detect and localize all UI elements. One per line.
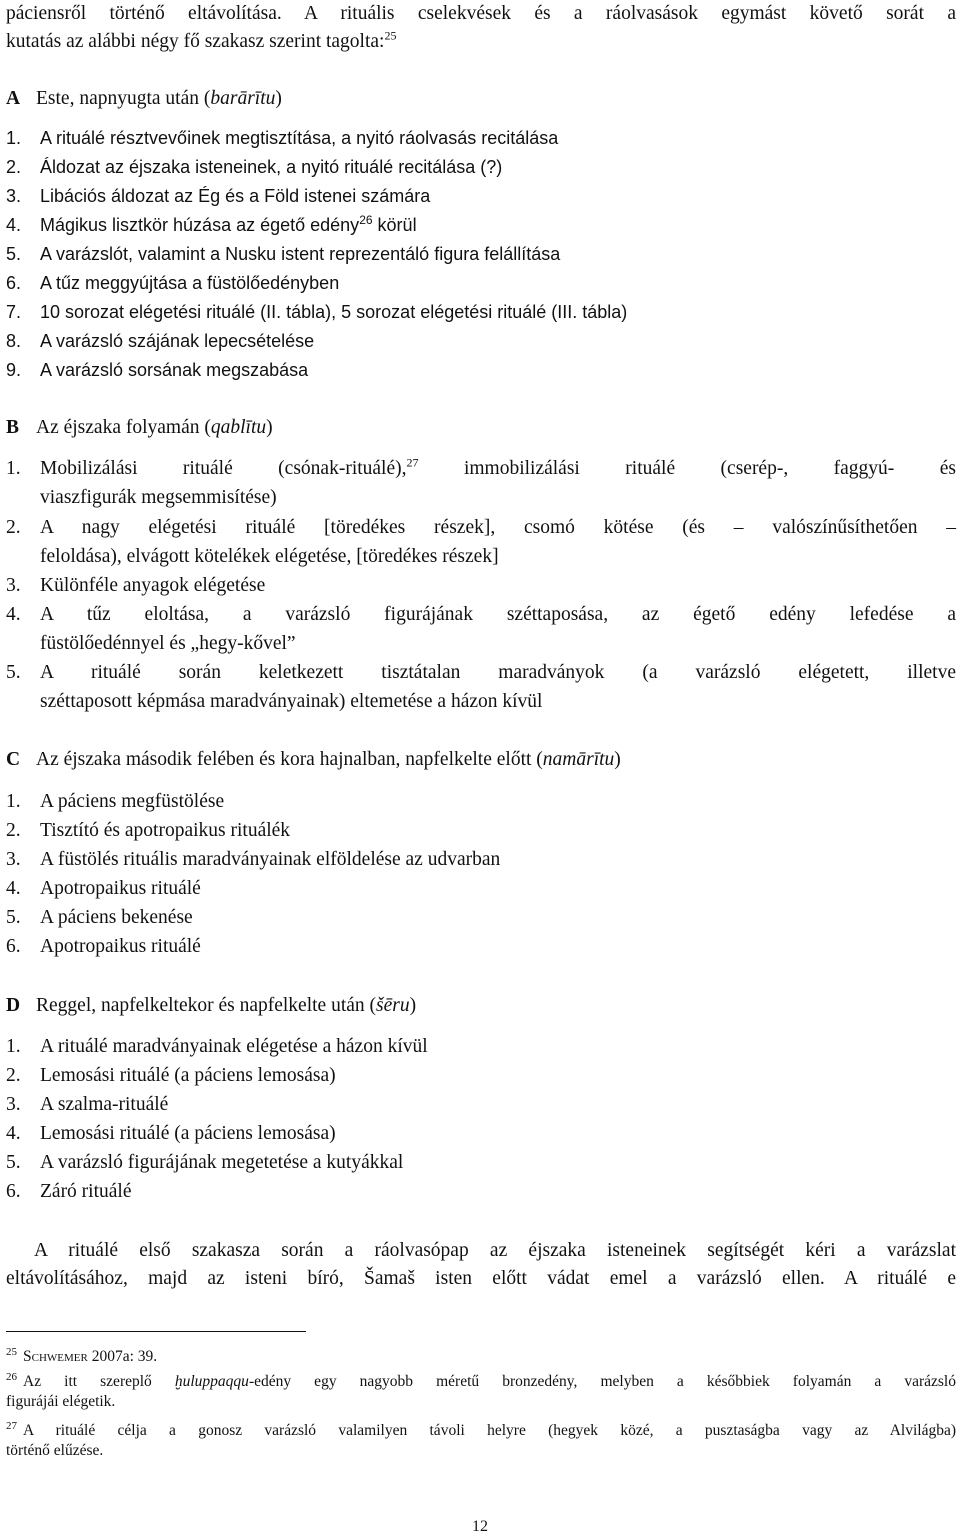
list-item: 1. Mobilizálási rituálé (csónak-rituálé),$^{27}$ immobilizálási rituálé (cserép-, faggyú- és viaszfigurák megsemmisítése) [6, 455, 956, 508]
list-item: 4. A tűz eloltása, a varázsló figurájának széttaposása, az égető edény lefedése a füstölőedénnyel és „hegy-kővel” [6, 604, 956, 654]
list-item: 2. A nagy elégetési rituálé [töredékes részek], csomó kötése (és – valószínűsíthetően – feloldása), elvágott kötelékek elégetése, [töredékes részek] [6, 517, 956, 567]
list-item: 6. Záró rituálé [6, 1181, 132, 1202]
list-item: 2. Áldozat az éjszaka isteneinek, a nyitó rituálé recitálása (?) [6, 157, 503, 177]
list-item: 6. Apotropaikus rituálé [6, 936, 201, 957]
closing-line-2: eltávolításához, majd az isteni bíró, Šamaš isten előtt vádat emel a varázsló ellen. A rituálé e [6, 1268, 956, 1289]
list-item: 4. Apotropaikus rituálé [6, 878, 201, 899]
list-item: 3. Libációs áldozat az Ég és a Föld istenei számára [6, 186, 431, 206]
list-item: 7. 10 sorozat elégetési rituálé (II. tábla), 5 sorozat elégetési rituálé (III. tábla) [6, 302, 628, 322]
footnote-26: $^{26}$ Az itt szereplő ḫuluppaqqu-edény egy nagyobb méretű bronzedény, melyben a későbbiek folyamán a varázsló figurájái elégetik. [6, 1370, 956, 1410]
section-d-heading: D Reggel, napfelkeltekor és napfelkelte után (šēru) [6, 995, 417, 1016]
list-item: 3. A füstölés rituális maradványainak elföldelése az udvarban [6, 849, 501, 870]
list-item: 5. A varázslót, valamint a Nusku istent reprezentáló figura felállítása [6, 244, 561, 264]
list-item: 5. A páciens bekenése [6, 907, 193, 928]
section-c-heading: C Az éjszaka második felében és kora hajnalban, napfelkelte előtt (namārītu) [6, 749, 621, 770]
list-item: 5. A varázsló figurájának megetetése a kutyákkal [6, 1152, 404, 1173]
list-item: 3. A szalma-rituálé [6, 1094, 169, 1115]
list-item: 3. Különféle anyagok elégetése [6, 575, 266, 596]
list-item: 6. A tűz meggyújtása a füstölőedényben [6, 273, 340, 293]
section-a-heading: A Este, napnyugta után (barārītu) [6, 88, 282, 109]
list-item: 2. Tisztító és apotropaikus rituálék [6, 820, 291, 841]
footnote-ref-27[interactable]: 27 [406, 455, 419, 470]
list-item: 4. Mágikus lisztkör húzása az égető edény$^{26}$ körül [6, 213, 417, 235]
page-number: 12 [472, 1518, 488, 1535]
section-b-heading: B Az éjszaka folyamán (qablītu) [6, 417, 273, 438]
list-item: 5. A rituálé során keletkezett tisztátalan maradványok (a varázsló elégetett, illetve széttaposott képmása maradványainak) eltemetése a házon kívül [6, 662, 956, 712]
list-item: 8. A varázsló szájának lepecsételése [6, 331, 315, 351]
list-item: 4. Lemosási rituálé (a páciens lemosása) [6, 1123, 336, 1144]
footnote-ref-26[interactable]: 26 [359, 213, 373, 227]
intro-line-2: kutatás az alábbi négy fő szakasz szerint tagolta:$^{25}$ [6, 28, 397, 52]
closing-line-1: A rituálé első szakasza során a ráolvasópap az éjszaka isteneinek segítségét kéri a varázslat [34, 1240, 956, 1261]
footnote-separator [6, 1331, 306, 1332]
list-item: 1. A rituálé maradványainak elégetése a házon kívül [6, 1036, 428, 1057]
list-item: 1. A páciens megfüstölése [6, 791, 225, 812]
footnote-ref-25[interactable]: 25 [384, 28, 397, 43]
footnote-27: $^{27}$ A rituálé célja a gonosz varázsló valamilyen távoli helyre (hegyek közé, a pusztaságba vagy az Alvilágba) történő elűzése. [6, 1419, 956, 1459]
footnote-25: $^{25}$ Schwemer 2007a: 39. [6, 1345, 158, 1365]
list-item: 9. A varázsló sorsának megszabása [6, 360, 309, 380]
list-item: 1. A rituálé résztvevőinek megtisztítása, a nyitó ráolvasás recitálása [6, 128, 559, 148]
list-item: 2. Lemosási rituálé (a páciens lemosása) [6, 1065, 336, 1086]
intro-line-1: páciensről történő eltávolítása. A rituális cselekvések és a ráolvasások egymást követő sorát a [6, 3, 956, 24]
